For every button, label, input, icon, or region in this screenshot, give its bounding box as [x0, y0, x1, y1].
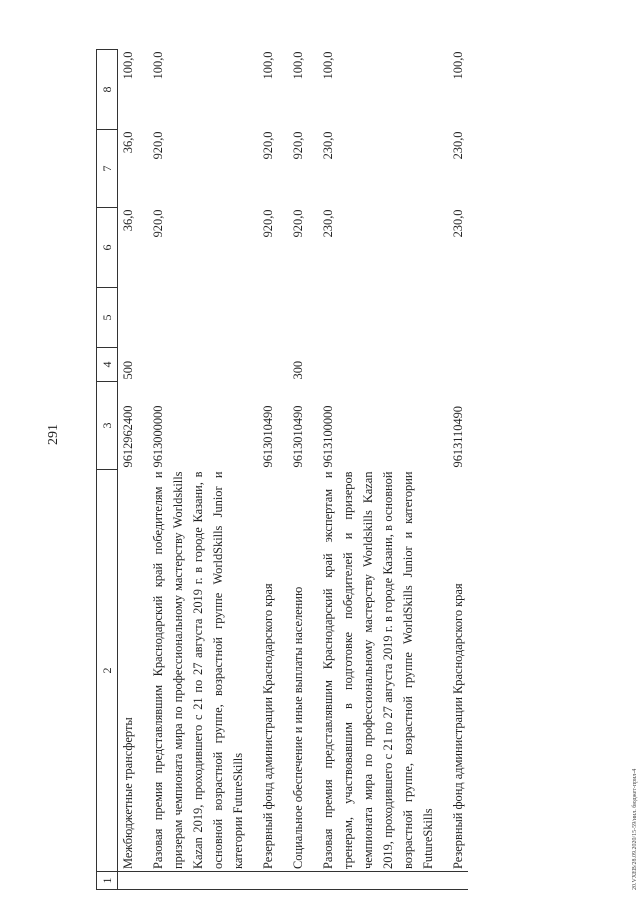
header-col-7: 7	[97, 130, 118, 208]
rotated-page	[96, 50, 596, 890]
row-code: 9613010490	[291, 405, 305, 468]
row-col6: 230,0	[321, 209, 335, 238]
row-name: Резервный фонд администрации Краснодарского края	[261, 583, 275, 869]
row-col7: 230,0	[321, 131, 335, 160]
row-type	[448, 348, 468, 382]
row-col6: 920,0	[291, 209, 305, 238]
row-col5	[118, 288, 139, 348]
header-col-4: 4	[97, 348, 118, 382]
row-name: Межбюджетные трансферты	[121, 717, 135, 869]
header-col-8: 8	[97, 50, 118, 130]
table-row	[448, 50, 468, 890]
row-col6: 36,0	[121, 209, 135, 232]
header-col-6: 6	[97, 208, 118, 288]
row-type	[258, 348, 278, 382]
row-col6: 920,0	[261, 209, 275, 238]
row-code: 9613010490	[261, 405, 275, 468]
row-col8: 100,0	[321, 51, 335, 80]
footer-note: 20.VXEB/28.09.2020/15-59/иил. бюджет-прил-4	[632, 768, 638, 890]
row-col5	[148, 288, 248, 348]
row-type: 500	[121, 360, 135, 380]
row-col7: 230,0	[451, 131, 465, 160]
header-col-2: 2	[97, 470, 118, 872]
header-col-1: 1	[97, 872, 118, 890]
header-col-3: 3	[97, 382, 118, 470]
table-row	[318, 50, 438, 890]
row-col7: 920,0	[291, 131, 305, 160]
row-col5	[258, 288, 278, 348]
row-col5	[448, 288, 468, 348]
table-row	[148, 50, 248, 890]
row-name: Резервный фонд администрации Краснодарского края	[451, 583, 465, 869]
row-col8: 100,0	[451, 51, 465, 80]
row-type	[148, 348, 248, 382]
row-col7: 36,0	[121, 131, 135, 154]
row-name: Разовая премия представлявшим Краснодарский край победителям и призерам чемпионата мира по профессиональному мастерству Worldskills Kazan 2019, проходившего с 21 по 27 августа 2019 г. в городе Казани, в основной возрастной группе, возрастной группе WorldSkills Junior и категории FutureSkills	[151, 471, 245, 869]
row-col5	[288, 288, 308, 348]
table-row	[118, 50, 139, 890]
row-code: 9613100000	[321, 405, 335, 468]
header-col-5: 5	[97, 288, 118, 348]
row-name: Разовая премия представлявшим Краснодарский край экспертам и тренерам, участвовавшим в подготовке победителей и призеров чемпионата мира по профессиональному мастерству Worldskills Kazan 2019, проходившего с 21 по 27 августа 2019 г. в городе Казани, в основной возрастной группе, возрастной группе WorldSkills Junior и категории FutureSkills	[321, 471, 435, 869]
row-code: 9613000000	[151, 405, 165, 468]
row-col5	[318, 288, 438, 348]
page-number: 291	[46, 424, 61, 445]
row-code: 9612962400	[121, 405, 135, 468]
row-col8: 100,0	[291, 51, 305, 80]
table-row	[258, 50, 278, 890]
row-name: Социальное обеспечение и иные выплаты населению	[291, 586, 305, 869]
row-col8: 100,0	[261, 51, 275, 80]
row-code: 9613110490	[451, 406, 465, 468]
table-row	[288, 50, 308, 890]
row-type: 300	[291, 360, 305, 380]
row-col7: 920,0	[261, 131, 275, 160]
header-row	[97, 50, 118, 890]
row-col6: 230,0	[451, 209, 465, 238]
row-type	[318, 348, 438, 382]
row-col8: 100,0	[121, 51, 135, 80]
row-col7: 920,0	[151, 131, 165, 160]
row-col8: 100,0	[151, 51, 165, 80]
budget-table	[96, 49, 468, 890]
row-col6: 920,0	[151, 209, 165, 238]
